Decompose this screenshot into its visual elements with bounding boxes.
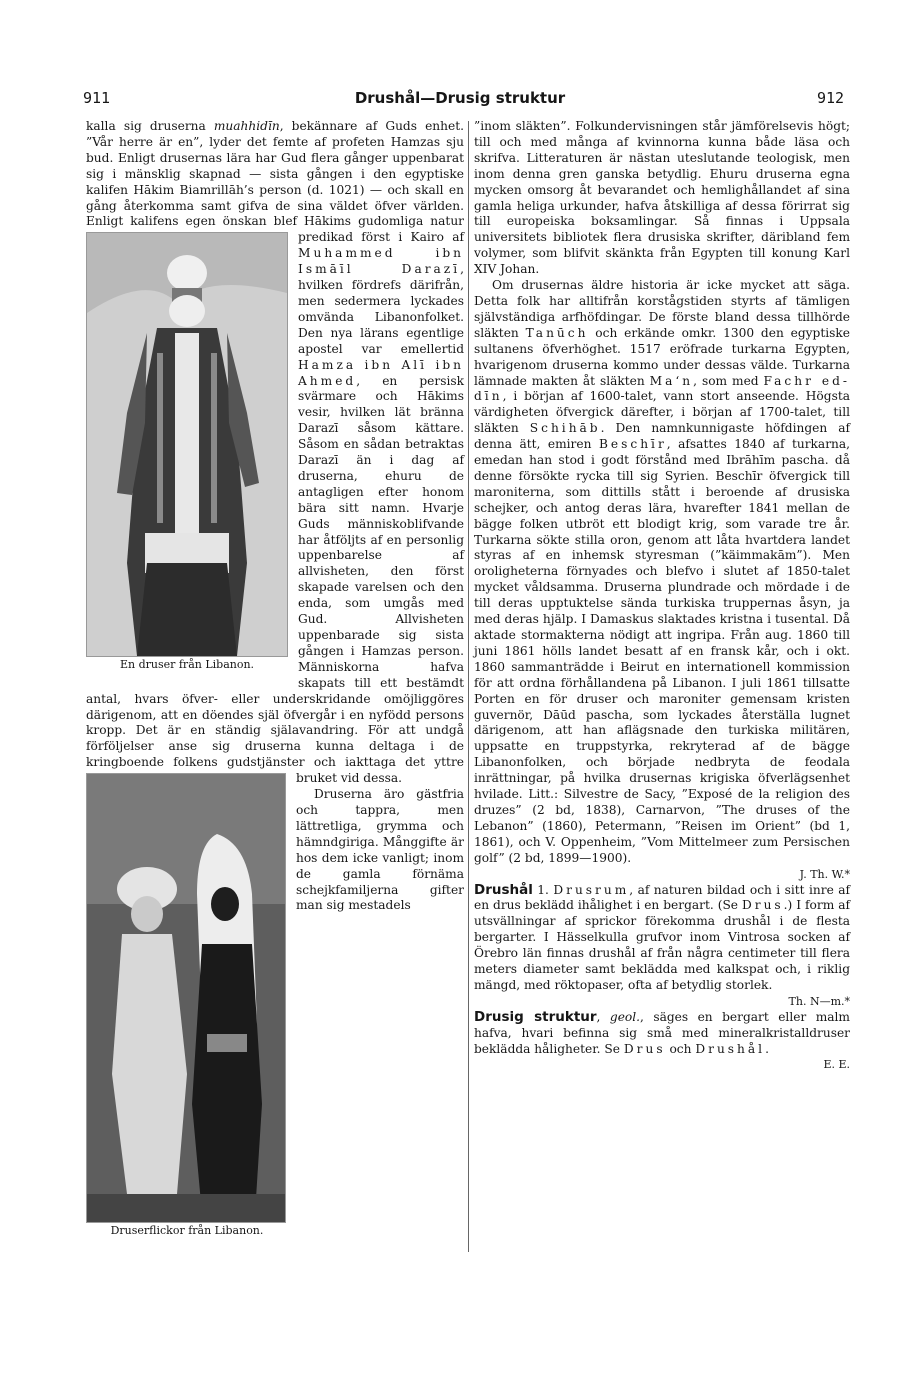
signature-thnm: Th. N—m.* <box>788 994 850 1008</box>
druse-man-photo <box>86 232 288 657</box>
text-run: , af naturen bildad och i sitt inre af en drus beklädd ihålighet i en bergart. (Se <box>474 882 850 913</box>
name-hamza-ibn-ali: Hamza ibn Alī ibn Ahmed <box>298 357 464 388</box>
xref-drus: Drus <box>741 898 784 913</box>
page-number-left: 911 <box>83 89 111 107</box>
running-head: Drushål—Drusig struktur <box>354 89 566 107</box>
text-run: , hvilken fördrefs därifrån, men sedermera lyckades omvända Libanonfolket. Den nya lärans egentlige apostel var emellertid <box>298 262 464 356</box>
text-run: , afsattes 1840 af turkarna, emedan han stod i godt förstånd med Ibrāhīm pascha. då denne försökte rycka till sig Syrien. Beschīr öfvergick till maroniterna, som dittills stått i beroende af drusiska schejker, och antog deras lära, hvarefter 1841 mellan de bägge folken utbröt ett blodigt krig, som varade tre år. Turkarna sökte stilla oron, genom att låta hvartdera landet styras af en inhemsk styresman (”käimmakām”). Men oroligheterna förnyades och blefvo i slutet af 1850-talet mycket våldsamma. Druserna plundrade och mördade i de till deras upptuktelse sända turkiska truppernas åsyn, ja med deras hjälp. I Damaskus slaktades kristna i tusental. Då aktade stormakterna nödigt att ingripa. Från aug. 1860 till juni 1861 hölls landet besatt af en fransk kår, och i okt. 1860 sammanträdde i Beirut en internationell kommission för att ordna förhållandena på Libanon. I juli 1861 tillsatte Porten en för druser och maroniter gemensam kristen guvernör, Dāūd pascha, som lyckades återställa lugnet därigenom, att han aflägsnade den turkiska militären, uppsatte en truppstyrka, rekryterad af de bägge Libanonfolken, och började nedbryta de feodala inrättningar, på hvilka drusernas krigiska öfverlägsenhet hvilade. Litt.: Silvestre de Sacy, ”Exposé de la religion des druzes” (2 bd, 1838), Carnarvon, ”The druses of the Lebanon” (1860), Petermann, ”Reisen im Orient” (bd 1, 1861), och V. Oppenheim, ”Vom Mittelmeer zum Persischen golf” (2 bd, 1899—1900). <box>474 437 851 865</box>
druse-girls-figure <box>87 774 285 1222</box>
name-fachr-ed-din: Fachr ed-dīn <box>474 373 850 404</box>
headword-drushal: Drushål <box>474 881 533 898</box>
right-column <box>474 119 850 1073</box>
headword-drusig-struktur: Drusig struktur <box>474 1008 597 1025</box>
druse-man-figure <box>87 233 287 656</box>
paragraph-literature: ”inom släkten”. Folkundervisningen står jämförelsevis högt; till och med många af kvinnorna kunna både läsa och skrifva. Litteraturen är nästan uteslutande teologisk, men inom denna gren ganska betydlig. Ehuru druserna egna mycken omsorg åt bevarandet och hemlighållandet af sina gamla heliga urkunder, hafva åtskilliga af dessa förirrat sig till europeiska boksamlingar. Så finnas i Uppsala universitets bibliotek flera drusiska skrifter, däribland fem volymer, som blifvit skänkta från Egypten till konung Karl XIV Johan. <box>474 119 850 277</box>
name-schihab: Schihāb <box>529 421 601 436</box>
signature-jthw: J. Th. W.* <box>799 867 850 881</box>
text-run: Om drusernas äldre historia är icke mycket att säga. Detta folk har alltifrån korstågstiden styrts af tämligen självständiga arfhöfdingar. De förste bland dessa tillhörde släkten <box>474 278 850 340</box>
photo-caption-girls: Druserflickor från Libanon. <box>110 1224 264 1238</box>
text-run: och erkände omkr. 1300 den egyptiske sultanens öfverhöghet. 1517 eröfrade turkarna Egypten, hvarigenom druserna kommo under dessas välde. Turkarna lämnade makten åt släkten <box>474 325 850 388</box>
text-run: , som med <box>693 373 764 388</box>
signature-ee: E. E. <box>823 1058 850 1072</box>
paragraph-history <box>474 278 850 867</box>
abbr-geol: geol. <box>609 1009 641 1024</box>
term-drusrum: Drusrum <box>553 882 630 897</box>
text-run: .) I form af utsvällningar af sprickor förekomma drushål i de flesta bergarter. I Hässelkulla grufvor inom Vintrosa socken af Örebro län finnas drushål af från några centimeter till flera meters diameter samt beklädda med kalkspat och, i riklig mängd, med röktopaser, ofta af betydlig storlek. <box>474 898 850 992</box>
column-divider <box>468 121 469 1252</box>
text-run: , i början af 1600-talet, vann stort anseende. Högsta värdigheten öfvergick därefter, i början af 1700-talet, till släkten <box>474 389 850 436</box>
text-run: . Den namnkunnigaste höfdingen af denna ätt, emiren <box>474 421 850 452</box>
text-run: , bekännare af Guds enhet. ”Vår herre är en”, lyder det femte af profeten Hamzas sju bud. Enligt drusernas lära har Gud flera gånger uppenbarat sig i mänsklig skapnad — sista gången i den egyptiske kalifen Hākim Biamrillāh’s person (d. 1021) — och skall en gång återkomma samt gifva de sina väldet öfver världen. Enligt kalifens egen önskan blef Hākims gudomliga natur predikad först i Kairo af <box>86 119 464 245</box>
left-column <box>86 119 464 1242</box>
photo-caption-man: En druser från Libanon. <box>119 658 255 672</box>
term-muahhidin: muahhidīn <box>213 119 280 133</box>
xref-drus: Drus <box>623 1041 666 1056</box>
text-run: 1. <box>532 882 554 897</box>
name-muhammed-ibn-ismail-darazi: Muhammed ibn Ismāīl Darazī <box>298 246 464 277</box>
name-beschir: Beschīr <box>598 437 667 452</box>
entry-drushal <box>474 883 850 994</box>
text-run: , en persisk svärmare och Hākims vesir, hvilken lät bränna Darazī såsom kättare. Såsom en sådan betraktas Darazī än i dag af druserna, ehuru de antagligen efter honom bära sitt namn. Hvarje Guds människoblifvande har åtföljts af en personlig uppenbarelse af allvisheten, den först skapade varelsen och den enda, som umgås med Gud. Allvisheten uppenbarade sig sista gången i Hamzas person. Människorna hafva skapats till ett bestämdt antal, hvars öfver- eller underskridande omöjliggöres därigenom, att en döendes själ öfvergår i en nyfödd persons kropp. Det är en ständig själavandring. För att undgå förföljelser anse sig druserna kunna deltaga i de kringboende folkens gudstjänster och iakttaga det yttre bruket vid dessa. <box>86 373 464 786</box>
text-run: , säges en bergart eller malm hafva, hvari befinna sig små med mineralkristalldruser beklädda håligheter. Se <box>474 1009 850 1056</box>
xref-drushal: Drushål <box>695 1041 766 1056</box>
text-run: . <box>765 1041 769 1056</box>
name-man: Ma‘n <box>649 373 694 388</box>
text-run: och <box>665 1041 696 1056</box>
druse-girls-photo <box>86 773 286 1223</box>
text-run: kalla sig druserna <box>86 119 214 133</box>
name-tanuch: Tanūch <box>525 325 589 340</box>
entry-drusig-struktur: Drusig struktur, geol., säges en bergart eller malm hafva, hvari befinna sig små med mineralkristalldruser beklädda håligheter. Se Drus och Drushål. <box>474 1008 850 1056</box>
page-number-right: 912 <box>817 89 845 107</box>
paragraph-customs: Druserna äro gästfria och tappra, men lättretliga, grymma och hämndgiriga. Månggifte är hos dem icke vanligt; inom de gamla förnäma schejkfamiljerna gifter man sig mestadels <box>296 787 464 913</box>
